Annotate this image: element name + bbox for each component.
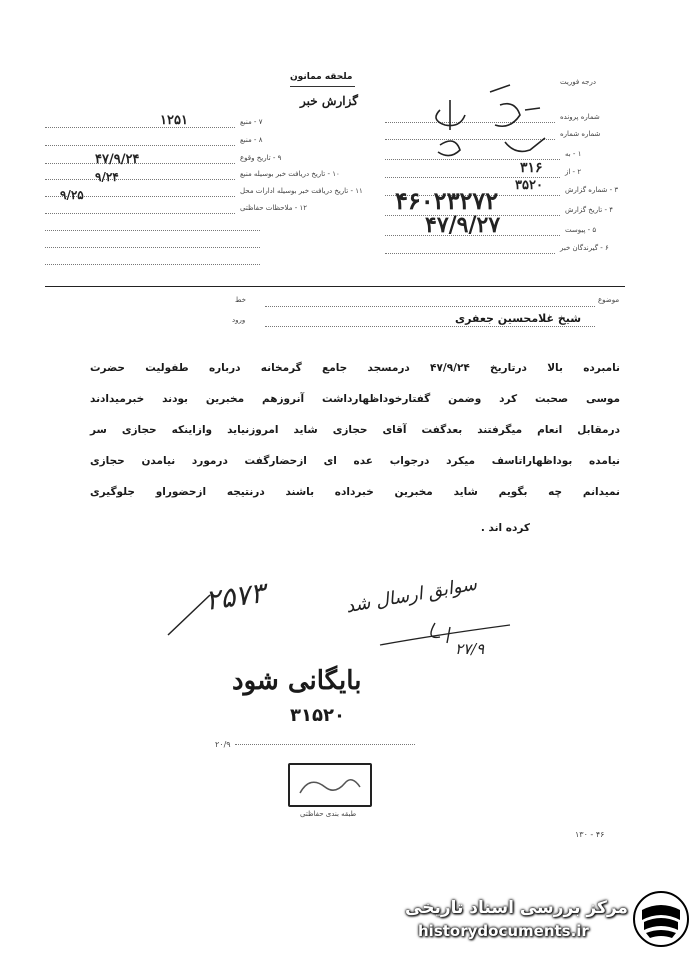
field-value-from: ۳۱۶ — [520, 160, 543, 176]
field-label: ۳ - شماره گزارش — [565, 186, 619, 194]
field-line — [45, 213, 235, 214]
body-line: درمقابل انعام میگرفتند بعدگفت آقای حجازی شاید امروزنیاید وازاینکه حجازی سر — [90, 424, 620, 436]
field-line — [45, 230, 260, 231]
label-vorud: ورود — [232, 316, 246, 324]
subject-line-2 — [265, 326, 595, 327]
bottom-dotted-line — [235, 744, 415, 745]
handwritten-scribbles — [420, 80, 570, 170]
bottom-code: ۱۳۰ - ۴۶ — [575, 830, 605, 839]
subject-label: موضوع — [598, 296, 620, 304]
field-line — [45, 145, 235, 146]
field-label: ۱۱ - تاریخ دریافت خبر بوسیله ادارات محل — [240, 187, 363, 195]
field-line — [45, 264, 260, 265]
field-label: ۸ - منبع — [240, 136, 263, 144]
handwritten-report-date: ۴۷/۹/۲۷ — [425, 212, 501, 238]
field-value-report-number: ۳۵۲۰ — [515, 178, 543, 193]
field-label: ۴ - تاریخ گزارش — [565, 206, 613, 214]
field-line — [385, 253, 555, 254]
classification-stamp-box — [288, 763, 372, 807]
field-line — [45, 247, 260, 248]
body-line: نیامده بوداظهاراتاسف میکرد درجواب عده ای ازحضارگفت درمورد نیامدن حجازی — [90, 455, 620, 467]
label-khat: خط — [235, 296, 246, 304]
field-label: ۱۰ - تاریخ دریافت خبر بوسیله منبع — [240, 170, 340, 178]
handwritten-note-date: ۲۷/۹ — [455, 640, 485, 658]
handwritten-note: سوابق ارسال شد — [344, 573, 479, 618]
stamp-caption: طبقه بندی حفاظتی — [300, 810, 357, 818]
field-value-source: ۱۲۵۱ — [160, 113, 188, 128]
header-separator — [45, 286, 625, 287]
field-value-office-date: ۹/۲۵ — [60, 188, 84, 202]
handwritten-stroke — [160, 590, 220, 640]
watermark-logo-icon — [632, 890, 690, 948]
field-label: ۱۲ - ملاحظات حفاظتی — [240, 204, 307, 212]
field-value-received-date: ۹/۲۴ — [95, 170, 119, 184]
handwritten-big-number: ۴۶۰۲۳۲۷۲ — [395, 186, 499, 215]
watermark-title: مرکز بررسی اسناد تاریخی — [405, 898, 628, 918]
field-label: ۷ - منبع — [240, 118, 263, 126]
handwritten-signature — [375, 615, 515, 655]
subject-value: شیخ غلامحسین جعفری — [455, 312, 582, 325]
archive-number: ۳۱۵۲۰ — [290, 705, 345, 726]
field-label: شماره پرونده — [560, 113, 600, 121]
field-line — [45, 179, 235, 180]
field-label: ۵ - پیوست — [565, 226, 597, 234]
watermark-url: historydocuments.ir — [418, 922, 589, 940]
field-label: شماره شماره — [560, 130, 601, 138]
field-label: ۹ - تاریخ وقوع — [240, 154, 282, 162]
degree-label: درجه فوریت — [560, 78, 596, 86]
body-line: موسی صحبت کرد وضمن گفتارخوداظهارداشت آنروزهم مخبرین بودند خبرمیدادند — [90, 393, 620, 405]
org-name: ملحقه ممانون — [290, 72, 353, 82]
small-date: ۲۰/۹ — [215, 740, 231, 749]
field-value-occurrence-date: ۴۷/۹/۲۴ — [95, 152, 140, 167]
field-line — [45, 163, 235, 164]
org-name-underline — [290, 86, 355, 87]
field-line — [45, 127, 235, 128]
body-line: نامبرده بالا درتاریخ ۴۷/۹/۲۴ درمسجد جامع گرمخانه درباره طفولیت حضرت — [90, 362, 620, 374]
field-label: ۶ - گیرندگان خبر — [560, 244, 609, 252]
archive-stamp: بایگانی شود — [232, 666, 362, 696]
body-line: نمیدانم چه بگویم شاید مخبرین خبرداده باشند درنتیجه ازحضوراو جلوگیری — [90, 486, 620, 498]
subject-line-1 — [265, 306, 595, 307]
field-label: ۲ - از — [565, 168, 582, 176]
handwritten-number-left: ۲۵۷۳ — [202, 575, 268, 618]
field-label: ۱ - به — [565, 150, 582, 158]
report-title: گزارش خبر — [300, 94, 358, 108]
body-line: کرده اند . — [480, 522, 530, 534]
stamp-scribble — [290, 765, 370, 805]
